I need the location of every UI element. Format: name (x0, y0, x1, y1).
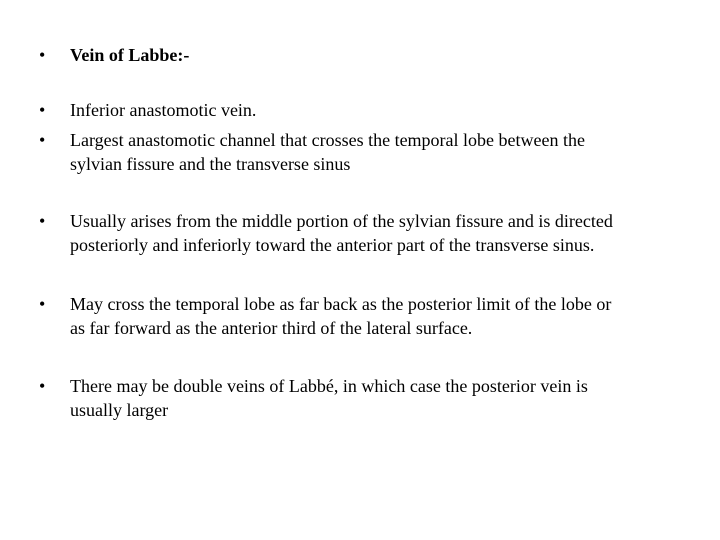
bullet-text: Usually arises from the middle portion of the sylvian fissure and is directed posteriorly and inferiorly toward the anterior part of the transverse sinus. (70, 211, 613, 255)
bullet-marker: • (39, 376, 46, 396)
bullet-marker: • (39, 45, 46, 65)
bullet-marker: • (39, 100, 46, 120)
bullet-heading: Vein of Labbe:- (70, 45, 190, 65)
bullet-marker: • (39, 130, 46, 150)
bullet-text: There may be double veins of Labbé, in which case the posterior vein is usually larger (70, 376, 588, 420)
bullet-text: May cross the temporal lobe as far back as the posterior limit of the lobe or as far forward as the anterior third of the lateral surface. (70, 294, 612, 338)
bullet-text: Inferior anastomotic vein. (70, 100, 257, 120)
bullet-marker: • (39, 211, 46, 231)
bullet-text: Largest anastomotic channel that crosses the temporal lobe between the sylvian fissure and the transverse sinus (70, 130, 585, 174)
bullet-marker: • (39, 294, 46, 314)
